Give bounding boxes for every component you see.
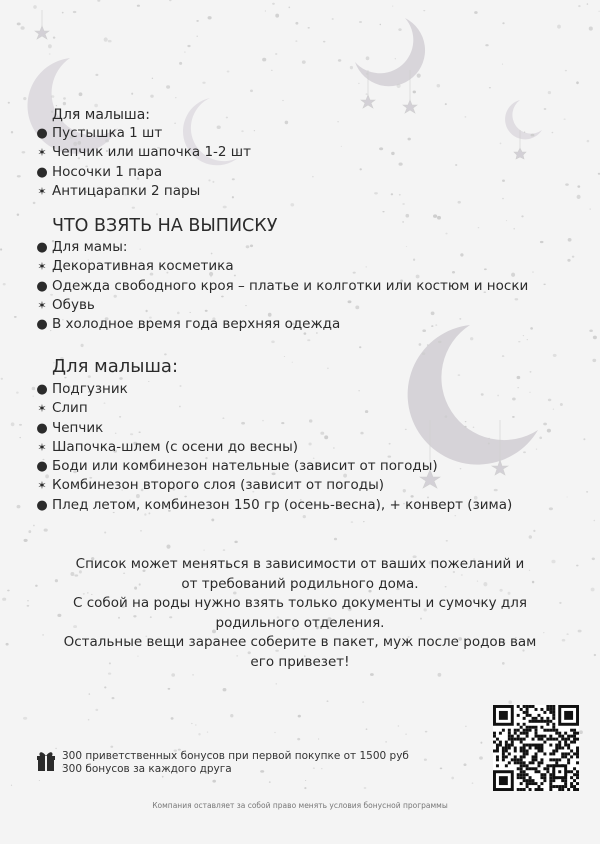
list-item bbox=[36, 163, 251, 182]
bullet-dot-icon: ● bbox=[36, 164, 48, 180]
baby-list bbox=[36, 380, 512, 515]
bullet-star-icon: ✶ bbox=[37, 260, 47, 274]
list-item-text: Одежда свободного кроя – платье и колготки или костюм и носки bbox=[52, 277, 529, 294]
bullet-star-icon: ✶ bbox=[37, 402, 47, 416]
bullet-star-icon: ✶ bbox=[37, 298, 47, 312]
list-item-text: Чепчик или шапочка 1-2 шт bbox=[52, 144, 252, 161]
list-item bbox=[36, 182, 251, 201]
list-item bbox=[36, 399, 512, 418]
list-item bbox=[36, 238, 528, 257]
bullet-star-icon: ✶ bbox=[37, 440, 47, 454]
list-item bbox=[36, 496, 512, 515]
list-item bbox=[36, 296, 528, 315]
bonus-line-2: 300 бонусов за каждого друга bbox=[62, 762, 232, 775]
note-text bbox=[40, 555, 560, 672]
bullet-dot-icon: ● bbox=[36, 240, 48, 255]
list-item-text: Плед летом, комбинезон 150 гр (осень-весна), + конверт (зима) bbox=[52, 496, 513, 513]
bullet-star-icon: ✶ bbox=[37, 184, 47, 198]
baby-heading: Для малыша: bbox=[52, 356, 179, 377]
list-item-text: Чепчик bbox=[52, 419, 104, 436]
note-line: его привезет! bbox=[250, 653, 350, 670]
list-item-text: Слип bbox=[52, 400, 88, 417]
list-item-text: Боди или комбинезон нательные (зависит от погоды) bbox=[52, 458, 438, 475]
note-line: родильного отделения. bbox=[215, 614, 385, 631]
list-item bbox=[36, 143, 251, 162]
bullet-dot-icon: ● bbox=[36, 459, 48, 475]
list-item bbox=[36, 438, 512, 457]
list-item bbox=[36, 277, 528, 296]
note-line: от требований родильного дома. bbox=[181, 575, 419, 592]
gift-icon bbox=[36, 750, 56, 772]
intro-heading: Для малыша: bbox=[52, 107, 151, 123]
list-item-text: Подгузник bbox=[52, 381, 128, 397]
list-item-text: Шапочка-шлем (с осени до весны) bbox=[52, 438, 299, 455]
list-item-text: Носочки 1 пара bbox=[52, 163, 163, 180]
bullet-dot-icon: ● bbox=[36, 382, 48, 397]
list-item-text: В холодное время года верхняя одежда bbox=[52, 316, 341, 333]
note-line: С собой на роды нужно взять только документы и сумочку для bbox=[73, 595, 527, 611]
list-item bbox=[36, 380, 512, 399]
bullet-dot-icon: ● bbox=[36, 278, 48, 294]
list-item-text: Обувь bbox=[52, 296, 95, 313]
bullet-dot-icon: ● bbox=[36, 420, 48, 436]
list-item-text: Антицарапки 2 пары bbox=[52, 182, 201, 199]
bullet-star-icon: ✶ bbox=[37, 146, 47, 160]
bullet-dot-icon: ● bbox=[36, 317, 48, 333]
list-item bbox=[36, 124, 251, 143]
footer-disclaimer: Компания оставляет за собой право менять условия бонусной программы bbox=[152, 801, 448, 810]
list-item-text: Комбинезон второго слоя (зависит от погоды) bbox=[52, 477, 385, 494]
bullet-dot-icon: ● bbox=[36, 126, 48, 141]
list-item bbox=[36, 476, 512, 495]
list-item-text: Для мамы: bbox=[52, 239, 128, 255]
list-item-text: Пустышка 1 шт bbox=[52, 125, 163, 141]
mom-list bbox=[36, 238, 528, 334]
note-line: Остальные вещи заранее соберите в пакет, муж после родов вам bbox=[63, 634, 537, 650]
list-item-text: Декоративная косметика bbox=[52, 258, 234, 275]
list-item bbox=[36, 457, 512, 476]
note-line: Список может меняться в зависимости от ваших пожеланий и bbox=[75, 556, 525, 572]
bullet-dot-icon: ● bbox=[36, 497, 48, 513]
bonus-block bbox=[36, 750, 409, 775]
list-item bbox=[36, 419, 512, 438]
intro-list bbox=[36, 124, 251, 201]
list-item bbox=[36, 257, 528, 276]
bullet-star-icon: ✶ bbox=[37, 479, 47, 493]
bonus-line-1: 300 приветственных бонусов при первой покупке от 1500 руб bbox=[62, 750, 409, 762]
section-title: ЧТО ВЗЯТЬ НА ВЫПИСКУ bbox=[52, 216, 278, 236]
list-item bbox=[36, 315, 528, 334]
qr-code[interactable] bbox=[493, 705, 579, 791]
